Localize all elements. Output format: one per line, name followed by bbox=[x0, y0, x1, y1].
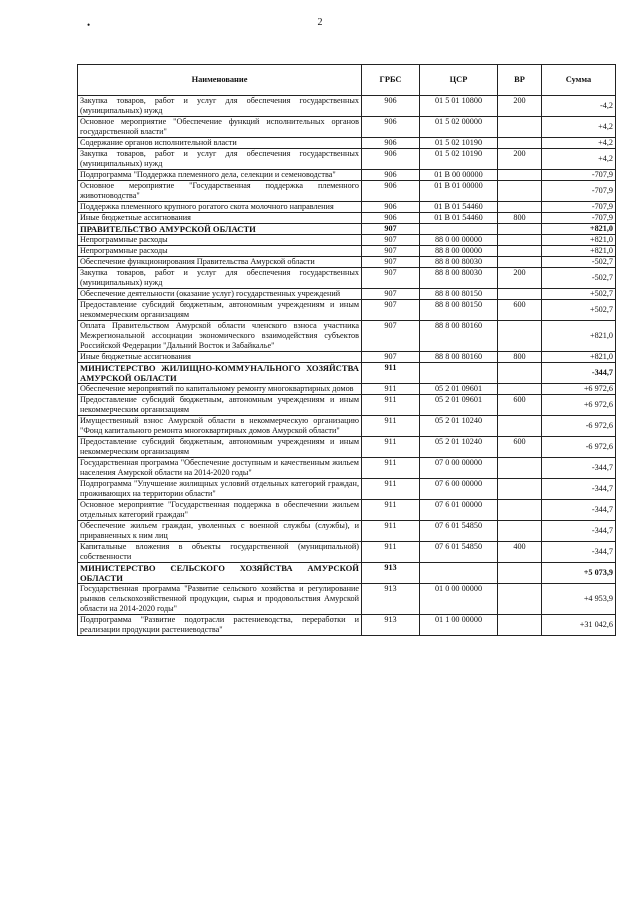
table-row bbox=[78, 395, 616, 416]
row-grbs: 911 bbox=[362, 500, 420, 521]
row-vr bbox=[498, 235, 542, 246]
table-row bbox=[78, 479, 616, 500]
row-vr bbox=[498, 170, 542, 181]
row-sum: +821,0 bbox=[542, 235, 616, 246]
table-row bbox=[78, 563, 616, 584]
row-sum: +31 042,6 bbox=[542, 615, 616, 636]
budget-table bbox=[77, 64, 616, 636]
header-sum: Сумма bbox=[542, 65, 616, 96]
row-grbs: 906 bbox=[362, 138, 420, 149]
header-name: Наименование bbox=[78, 65, 362, 96]
row-csr bbox=[420, 563, 498, 584]
row-sum: +4,2 bbox=[542, 149, 616, 170]
table-row bbox=[78, 300, 616, 321]
row-csr: 07 6 01 00000 bbox=[420, 500, 498, 521]
row-grbs: 911 bbox=[362, 542, 420, 563]
row-csr: 01 В 01 00000 bbox=[420, 181, 498, 202]
row-name: Поддержка племенного крупного рогатого скота молочного направления bbox=[78, 202, 362, 213]
row-grbs: 911 bbox=[362, 479, 420, 500]
row-grbs: 913 bbox=[362, 584, 420, 615]
row-name: ПРАВИТЕЛЬСТВО АМУРСКОЙ ОБЛАСТИ bbox=[78, 224, 362, 235]
row-csr: 01 В 01 54460 bbox=[420, 213, 498, 224]
row-name: МИНИСТЕРСТВО СЕЛЬСКОГО ХОЗЯЙСТВА АМУРСКОЙ ОБЛАСТИ bbox=[78, 563, 362, 584]
table-row bbox=[78, 521, 616, 542]
row-name: Основное мероприятие "Государственная поддержка в обеспечении жильем отдельных категорий граждан" bbox=[78, 500, 362, 521]
row-grbs: 906 bbox=[362, 181, 420, 202]
table-row bbox=[78, 416, 616, 437]
row-vr: 400 bbox=[498, 542, 542, 563]
row-name: Обеспечение жильем граждан, уволенных с военной службы (службы), и приравненных к ним лиц bbox=[78, 521, 362, 542]
row-csr: 01 В 00 00000 bbox=[420, 170, 498, 181]
row-sum: -707,9 bbox=[542, 170, 616, 181]
row-name: Оплата Правительством Амурской области членского взноса участника Межрегиональной ассоциации экономического взаимодействия субъектов Российской Федерации "Дальний Восток и Забайкалье" bbox=[78, 321, 362, 352]
row-vr bbox=[498, 500, 542, 521]
row-sum: -502,7 bbox=[542, 268, 616, 289]
row-name: Закупка товаров, работ и услуг для обеспечения государственных (муниципальных) нужд bbox=[78, 268, 362, 289]
table-row bbox=[78, 437, 616, 458]
row-csr bbox=[420, 224, 498, 235]
row-csr: 07 6 01 54850 bbox=[420, 521, 498, 542]
row-vr bbox=[498, 479, 542, 500]
row-name: Основное мероприятие "Обеспечение функций исполнительных органов государственной власти" bbox=[78, 117, 362, 138]
row-name: Предоставление субсидий бюджетным, автономным учреждениям и иным некоммерческим организациям bbox=[78, 395, 362, 416]
row-vr bbox=[498, 224, 542, 235]
row-name: Непрограммные расходы bbox=[78, 246, 362, 257]
header-grbs: ГРБС bbox=[362, 65, 420, 96]
scan-mark: • bbox=[87, 20, 91, 30]
row-sum: +4 953,9 bbox=[542, 584, 616, 615]
row-name: Обеспечение функционирования Правительства Амурской области bbox=[78, 257, 362, 268]
row-csr: 88 0 00 00000 bbox=[420, 235, 498, 246]
row-grbs: 907 bbox=[362, 257, 420, 268]
row-vr: 600 bbox=[498, 300, 542, 321]
row-grbs: 913 bbox=[362, 563, 420, 584]
row-csr: 05 2 01 10240 bbox=[420, 416, 498, 437]
row-grbs: 911 bbox=[362, 437, 420, 458]
row-grbs: 911 bbox=[362, 521, 420, 542]
row-grbs: 911 bbox=[362, 458, 420, 479]
table-row bbox=[78, 202, 616, 213]
row-sum: +5 073,9 bbox=[542, 563, 616, 584]
row-sum: +821,0 bbox=[542, 224, 616, 235]
row-csr: 01 5 01 10800 bbox=[420, 96, 498, 117]
row-name: Имущественный взнос Амурской области в некоммерческую организацию "Фонд капитального ремонта многоквартирных домов Амурской области" bbox=[78, 416, 362, 437]
row-csr: 88 8 00 80150 bbox=[420, 289, 498, 300]
row-vr: 600 bbox=[498, 437, 542, 458]
row-csr: 05 2 01 09601 bbox=[420, 384, 498, 395]
row-grbs: 911 bbox=[362, 395, 420, 416]
row-csr: 88 8 00 80160 bbox=[420, 352, 498, 363]
row-grbs: 907 bbox=[362, 321, 420, 352]
row-vr bbox=[498, 521, 542, 542]
row-csr bbox=[420, 363, 498, 384]
row-vr: 200 bbox=[498, 268, 542, 289]
table-row bbox=[78, 117, 616, 138]
row-vr bbox=[498, 181, 542, 202]
row-grbs: 913 bbox=[362, 615, 420, 636]
row-sum: -6 972,6 bbox=[542, 416, 616, 437]
row-csr: 88 8 00 80030 bbox=[420, 268, 498, 289]
table-row bbox=[78, 363, 616, 384]
table-row bbox=[78, 542, 616, 563]
row-sum: -344,7 bbox=[542, 458, 616, 479]
row-vr bbox=[498, 117, 542, 138]
row-csr: 01 5 02 10190 bbox=[420, 138, 498, 149]
row-vr bbox=[498, 138, 542, 149]
row-vr bbox=[498, 363, 542, 384]
row-csr: 88 8 00 80150 bbox=[420, 300, 498, 321]
row-vr bbox=[498, 202, 542, 213]
row-name: Обеспечение мероприятий по капитальному ремонту многоквартирных домов bbox=[78, 384, 362, 395]
row-grbs: 911 bbox=[362, 416, 420, 437]
table-row bbox=[78, 268, 616, 289]
table-row bbox=[78, 181, 616, 202]
table-row bbox=[78, 149, 616, 170]
table-row bbox=[78, 352, 616, 363]
row-name: МИНИСТЕРСТВО ЖИЛИЩНО-КОММУНАЛЬНОГО ХОЗЯЙСТВА АМУРСКОЙ ОБЛАСТИ bbox=[78, 363, 362, 384]
row-sum: +502,7 bbox=[542, 289, 616, 300]
row-vr bbox=[498, 321, 542, 352]
row-sum: +4,2 bbox=[542, 117, 616, 138]
row-sum: -707,9 bbox=[542, 213, 616, 224]
row-sum: +821,0 bbox=[542, 321, 616, 352]
row-vr bbox=[498, 615, 542, 636]
page-number: 2 bbox=[317, 17, 323, 28]
row-vr: 200 bbox=[498, 96, 542, 117]
table-row bbox=[78, 170, 616, 181]
row-name: Подпрограмма "Улучшение жилищных условий отдельных категорий граждан, проживающих на территории области" bbox=[78, 479, 362, 500]
row-name: Иные бюджетные ассигнования bbox=[78, 213, 362, 224]
row-name: Содержание органов исполнительной власти bbox=[78, 138, 362, 149]
row-grbs: 906 bbox=[362, 170, 420, 181]
row-csr: 88 8 00 80160 bbox=[420, 321, 498, 352]
row-sum: -502,7 bbox=[542, 257, 616, 268]
header-csr: ЦСР bbox=[420, 65, 498, 96]
row-name: Непрограммные расходы bbox=[78, 235, 362, 246]
row-grbs: 906 bbox=[362, 117, 420, 138]
table-row bbox=[78, 458, 616, 479]
row-name: Капитальные вложения в объекты государственной (муниципальной) собственности bbox=[78, 542, 362, 563]
row-name: Предоставление субсидий бюджетным, автономным учреждениям и иным некоммерческим организациям bbox=[78, 300, 362, 321]
row-csr: 01 В 01 54460 bbox=[420, 202, 498, 213]
row-sum: -707,9 bbox=[542, 202, 616, 213]
row-sum: +502,7 bbox=[542, 300, 616, 321]
row-sum: -344,7 bbox=[542, 521, 616, 542]
row-grbs: 907 bbox=[362, 268, 420, 289]
table-row bbox=[78, 138, 616, 149]
row-sum: -344,7 bbox=[542, 479, 616, 500]
row-csr: 88 8 00 80030 bbox=[420, 257, 498, 268]
header-vr: ВР bbox=[498, 65, 542, 96]
row-sum: -4,2 bbox=[542, 96, 616, 117]
row-grbs: 907 bbox=[362, 246, 420, 257]
table-row bbox=[78, 246, 616, 257]
row-csr: 05 2 01 10240 bbox=[420, 437, 498, 458]
row-grbs: 906 bbox=[362, 96, 420, 117]
row-vr bbox=[498, 384, 542, 395]
table-row bbox=[78, 235, 616, 246]
table-row bbox=[78, 213, 616, 224]
row-sum: +6 972,6 bbox=[542, 384, 616, 395]
table-row bbox=[78, 384, 616, 395]
row-grbs: 906 bbox=[362, 149, 420, 170]
table-row bbox=[78, 500, 616, 521]
row-grbs: 907 bbox=[362, 235, 420, 246]
row-sum: +4,2 bbox=[542, 138, 616, 149]
row-vr: 600 bbox=[498, 395, 542, 416]
table-header-row bbox=[78, 65, 616, 96]
table-row bbox=[78, 224, 616, 235]
row-sum: -707,9 bbox=[542, 181, 616, 202]
row-sum: -344,7 bbox=[542, 500, 616, 521]
row-vr bbox=[498, 584, 542, 615]
row-vr: 200 bbox=[498, 149, 542, 170]
row-csr: 05 2 01 09601 bbox=[420, 395, 498, 416]
row-vr bbox=[498, 289, 542, 300]
row-vr bbox=[498, 416, 542, 437]
row-csr: 88 8 00 00000 bbox=[420, 246, 498, 257]
row-csr: 01 0 00 00000 bbox=[420, 584, 498, 615]
row-sum: +821,0 bbox=[542, 246, 616, 257]
row-grbs: 907 bbox=[362, 289, 420, 300]
row-name: Основное мероприятие "Государственная поддержка племенного животноводства" bbox=[78, 181, 362, 202]
table-row bbox=[78, 257, 616, 268]
row-vr bbox=[498, 563, 542, 584]
row-vr bbox=[498, 257, 542, 268]
table-row bbox=[78, 321, 616, 352]
row-grbs: 906 bbox=[362, 202, 420, 213]
row-sum: -6 972,6 bbox=[542, 437, 616, 458]
row-grbs: 907 bbox=[362, 300, 420, 321]
row-csr: 01 1 00 00000 bbox=[420, 615, 498, 636]
row-sum: +821,0 bbox=[542, 352, 616, 363]
row-csr: 07 6 01 54850 bbox=[420, 542, 498, 563]
row-sum: -344,7 bbox=[542, 363, 616, 384]
row-csr: 01 5 02 00000 bbox=[420, 117, 498, 138]
row-grbs: 911 bbox=[362, 363, 420, 384]
row-grbs: 907 bbox=[362, 352, 420, 363]
row-sum: +6 972,6 bbox=[542, 395, 616, 416]
row-csr: 07 6 00 00000 bbox=[420, 479, 498, 500]
row-vr: 800 bbox=[498, 213, 542, 224]
table-row bbox=[78, 615, 616, 636]
row-vr bbox=[498, 246, 542, 257]
row-vr bbox=[498, 458, 542, 479]
table-row bbox=[78, 289, 616, 300]
row-name: Государственная программа "Развитие сельского хозяйства и регулирование рынков сельскохозяйственной продукции, сырья и продовольствия Амурской области на 2014-2020 годы" bbox=[78, 584, 362, 615]
row-name: Закупка товаров, работ и услуг для обеспечения государственных (муниципальных) нужд bbox=[78, 149, 362, 170]
row-grbs: 907 bbox=[362, 224, 420, 235]
row-name: Иные бюджетные ассигнования bbox=[78, 352, 362, 363]
row-csr: 01 5 02 10190 bbox=[420, 149, 498, 170]
row-vr: 800 bbox=[498, 352, 542, 363]
row-name: Государственная программа "Обеспечение доступным и качественным жильем населения Амурской области на 2014-2020 годы" bbox=[78, 458, 362, 479]
row-grbs: 906 bbox=[362, 213, 420, 224]
row-sum: -344,7 bbox=[542, 542, 616, 563]
row-name: Закупка товаров, работ и услуг для обеспечения государственных (муниципальных) нужд bbox=[78, 96, 362, 117]
row-name: Предоставление субсидий бюджетным, автономным учреждениям и иным некоммерческим организациям bbox=[78, 437, 362, 458]
row-csr: 07 0 00 00000 bbox=[420, 458, 498, 479]
table-row bbox=[78, 584, 616, 615]
row-name: Подпрограмма "Поддержка племенного дела, селекции и семеноводства" bbox=[78, 170, 362, 181]
row-name: Обеспечение деятельности (оказание услуг) государственных учреждений bbox=[78, 289, 362, 300]
row-grbs: 911 bbox=[362, 384, 420, 395]
row-name: Подпрограмма "Развитие подотрасли растениеводства, переработки и реализации продукции растениеводства" bbox=[78, 615, 362, 636]
table-body bbox=[78, 96, 616, 636]
table-row bbox=[78, 96, 616, 117]
